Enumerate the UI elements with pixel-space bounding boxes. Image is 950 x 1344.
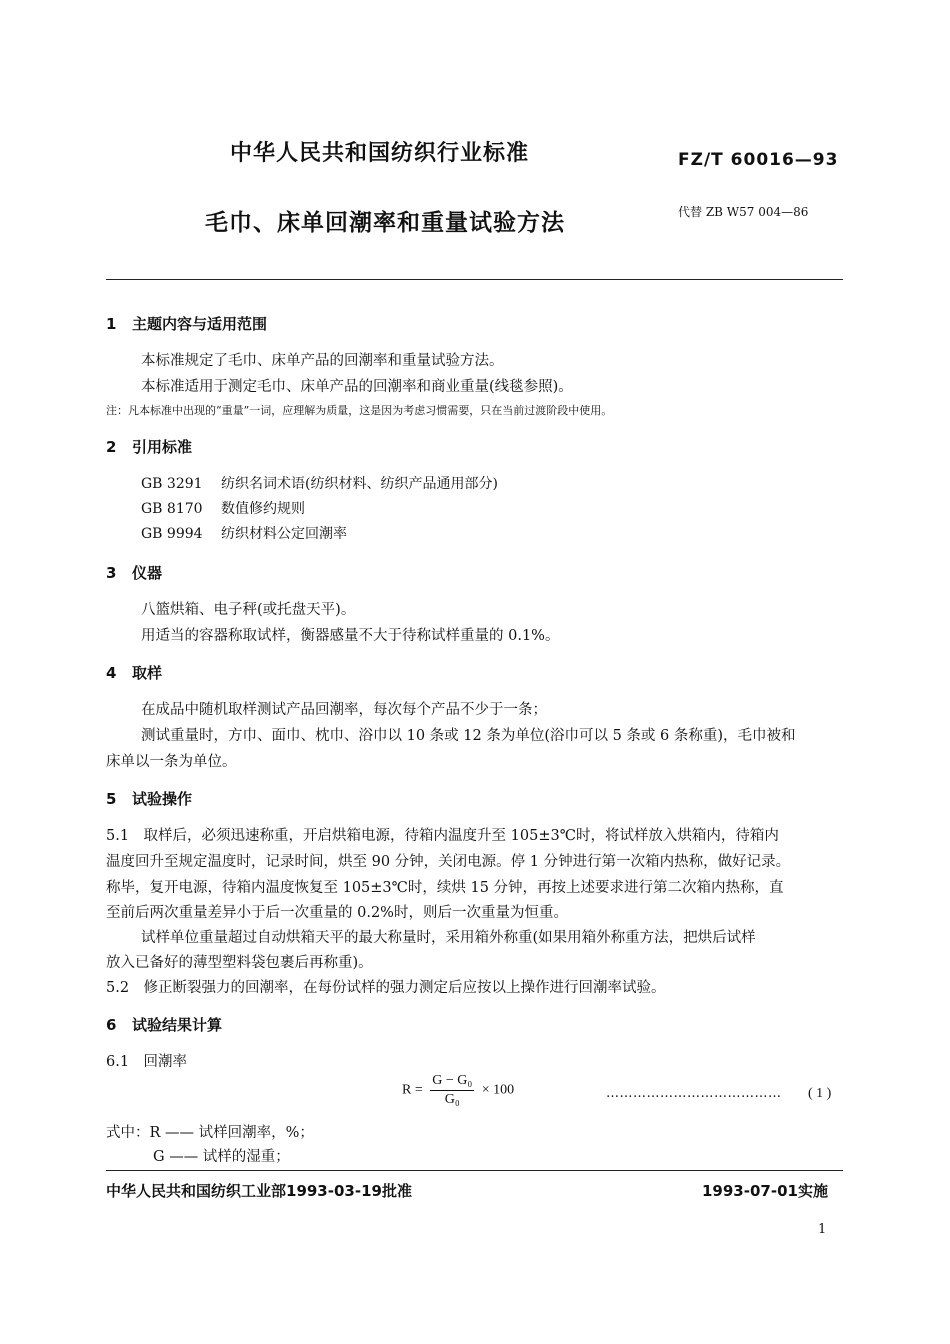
document-title: 毛巾、床单回潮率和重量试验方法 xyxy=(205,210,565,236)
clause-5-1-line: 至前后两次重量差异小于后一次重量的 0.2%时，则后一次重量为恒重。 xyxy=(106,905,568,921)
where-clause-r: 式中：R —— 试样回潮率，%； xyxy=(106,1125,314,1141)
effective-date: 1993-07-01实施 xyxy=(702,1182,828,1200)
where-clause-g: G —— 试样的湿重； xyxy=(153,1149,290,1165)
clause-5-1-line: 温度回升至规定温度时，记录时间，烘至 90 分钟，关闭电源。停 1 分钟进行第一次箱内热称，做好记录。 xyxy=(106,854,791,870)
section-4-paragraph-1: 在成品中随机取样测试产品回潮率，每次每个产品不少于一条； xyxy=(141,702,547,718)
clause-5-1-line: 5.1 取样后，必须迅速称重，开启烘箱电源，待箱内温度升至 105±3℃时，将试样放入烘箱内，待箱内 xyxy=(106,828,779,844)
footer-divider xyxy=(106,1170,843,1171)
clause-5-1-paragraph-2: 试样单位重量超过自动烘箱天平的最大称量时，采用箱外称重(如果用箱外称重方法，把烘后试样 xyxy=(141,930,756,946)
section-1-heading: 1 主题内容与适用范围 xyxy=(106,315,268,333)
clause-5-2: 5.2 修正断裂强力的回潮率，在每份试样的强力测定后应按以上操作进行回潮率试验。 xyxy=(106,980,666,996)
section-2-heading: 2 引用标准 xyxy=(106,438,193,456)
section-4-paragraph-2-cont: 床单以一条为单位。 xyxy=(106,754,237,770)
approval-line: 中华人民共和国纺织工业部1993-03-19批准 xyxy=(106,1182,412,1200)
replaces-standard: 代替 ZB W57 004—86 xyxy=(678,205,809,219)
equation-leader-dots: ………………………………… xyxy=(606,1086,782,1101)
equation-number: ( 1 ) xyxy=(808,1086,832,1101)
section-3-paragraph-2: 用适当的容器称取试样，衡器感量不大于待称试样重量的 0.1%。 xyxy=(141,628,560,644)
clause-5-1-paragraph-2-cont: 放入已备好的薄型塑料袋包裹后再称重)。 xyxy=(106,955,373,971)
section-1-paragraph-1: 本标准规定了毛巾、床单产品的回潮率和重量试验方法。 xyxy=(141,353,504,369)
section-4-paragraph-2: 测试重量时，方巾、面巾、枕巾、浴巾以 10 条或 12 条为单位(浴巾可以 5 条或 6 条称重)，毛巾被和 xyxy=(141,728,796,744)
section-3-heading: 3 仪器 xyxy=(106,564,163,582)
section-3-paragraph-1: 八篮烘箱、电子秤(或托盘天平)。 xyxy=(141,602,356,618)
section-4-heading: 4 取样 xyxy=(106,664,163,682)
section-6-heading: 6 试验结果计算 xyxy=(106,1016,223,1034)
issuing-organization: 中华人民共和国纺织行业标准 xyxy=(230,141,530,166)
section-5-heading: 5 试验操作 xyxy=(106,790,193,808)
clause-5-1-line: 称毕，复开电源，待箱内温度恢复至 105±3℃时，续烘 15 分钟，再按上述要求进行第二次箱内热称，直 xyxy=(106,880,784,896)
clause-6-1-heading: 6.1 回潮率 xyxy=(106,1054,188,1070)
header-divider xyxy=(106,279,843,280)
reference-item: GB 8170 数值修约规则 xyxy=(141,501,305,517)
section-1-paragraph-2: 本标准适用于测定毛巾、床单产品的回潮率和商业重量(线毯参照)。 xyxy=(141,379,573,395)
reference-item: GB 9994 纺织材料公定回潮率 xyxy=(141,526,347,542)
page-number: 1 xyxy=(818,1222,827,1237)
section-1-note: 注：凡本标准中出现的“重量”一词，应理解为质量，这是因为考虑习惯需要，只在当前过渡阶段中使用。 xyxy=(106,404,613,417)
formula-fraction: $\frac{\text{G − G₀}}{\text{G₀}}$ xyxy=(432,1073,473,1107)
moisture-regain-formula: R = $\frac{\text{G − G₀}}{\text{G₀}}$ × 100 xyxy=(402,1073,515,1107)
standard-code: FZ/T 60016—93 xyxy=(678,150,839,170)
reference-item: GB 3291 纺织名词术语(纺织材料、纺织产品通用部分) xyxy=(141,476,498,492)
